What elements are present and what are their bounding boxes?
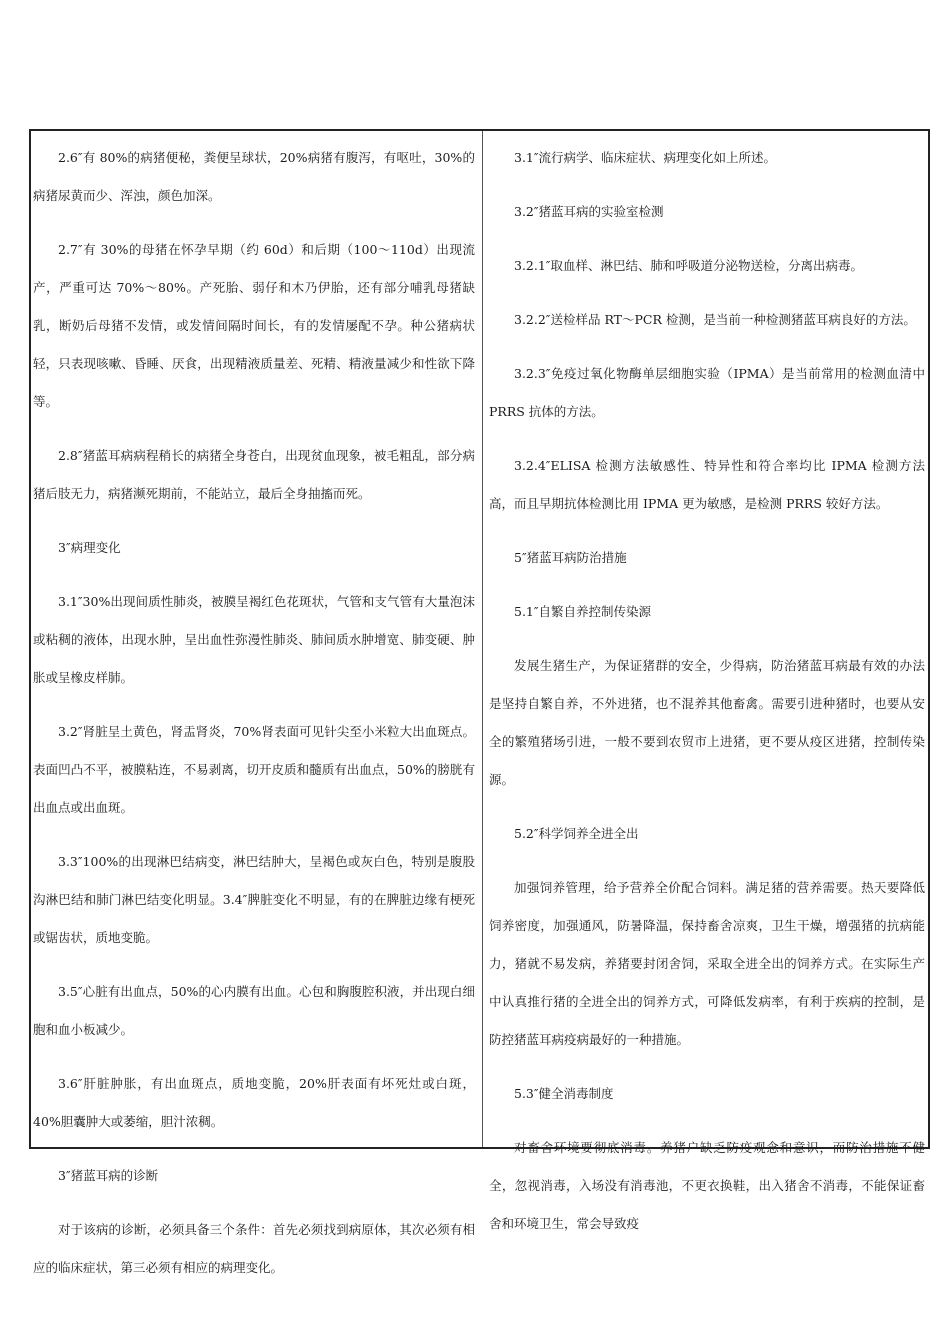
paragraph-2-6: 2.6″有 80%的病猪便秘，粪便呈球状，20%病猪有腹泻，有呕吐，30%的病猪尿黄而少、浑浊，颜色加深。 xyxy=(33,150,475,203)
paragraph-3-5: 3.5″心脏有出血点，50%的心内膜有出血。心包和胸腹腔积液，并出现白细胞和血小板减少。 xyxy=(33,984,475,1037)
paragraph-diagnosis: 对于该病的诊断，必须具备三个条件：首先必须找到病原体，其次必须有相应的临床症状，第三必须有相应的病理变化。 xyxy=(33,1222,475,1275)
paragraph-5-1: 发展生猪生产，为保证猪群的安全，少得病，防治猪蓝耳病最有效的办法是坚持自繁自养，不外进猪，也不混养其他畜禽。需要引进种猪时，也要从安全的繁殖猪场引进，一般不要到农贸市上进猪，更不要从疫区进猪，控制传染源。 xyxy=(489,658,925,787)
paragraph-3-1: 3.1″30%出现间质性肺炎，被膜呈褐红色花斑状，气管和支气管有大量泡沫或粘稠的液体，出现水肿，呈出血性弥漫性肺炎、肺间质水肿增宽、肺变硬、肿胀或呈橡皮样肺。 xyxy=(33,594,475,685)
paragraph-5-3: 对畜舍环境要彻底消毒。养猪户缺乏防疫观念和意识，而防治措施不健全，忽视消毒，入场没有消毒池，不更衣换鞋，出入猪舍不消毒，不能保证畜舍和环境卫生，常会导致疫 xyxy=(489,1140,925,1231)
heading-5-3: 5.3″健全消毒制度 xyxy=(514,1086,614,1101)
paragraph-3-2-3: 3.2.3″免疫过氧化物酶单层细胞实验（IPMA）是当前常用的检测血清中 PRRS 抗体的方法。 xyxy=(489,366,925,419)
right-column xyxy=(489,139,925,1259)
heading-lab-test: 3.2″猪蓝耳病的实验室检测 xyxy=(514,204,664,219)
paragraph-3-2-2: 3.2.2″送检样品 RT～PCR 检测，是当前一种检测猪蓝耳病良好的方法。 xyxy=(514,312,916,327)
heading-diagnosis: 3″猪蓝耳病的诊断 xyxy=(58,1168,159,1183)
left-column xyxy=(33,139,475,1303)
heading-pathology: 3″病理变化 xyxy=(58,540,121,555)
paragraph-2-8: 2.8″猪蓝耳病病程稍长的病猪全身苍白，出现贫血现象，被毛粗乱，部分病猪后肢无力，病猪濒死期前，不能站立，最后全身抽搐而死。 xyxy=(33,448,475,501)
paragraph-diag-3-1: 3.1″流行病学、临床症状、病理变化如上所述。 xyxy=(514,150,777,165)
paragraph-2-7: 2.7″有 30%的母猪在怀孕早期（约 60d）和后期（100～110d）出现流产，严重可达 70%～80%。产死胎、弱仔和木乃伊胎，还有部分哺乳母猪缺乳，断奶后母猪不发情，或发情间隔时间长，有的发情屡配不孕。种公猪病状轻，只表现咳嗽、昏睡、厌食，出现精液质量差、死精、精液量减少和性欲下降等。 xyxy=(33,242,475,409)
column-divider xyxy=(482,131,483,1147)
paragraph-3-2-4: 3.2.4″ELISA 检测方法敏感性、特异性和符合率均比 IPMA 检测方法高，而且早期抗体检测比用 IPMA 更为敏感，是检测 PRRS 较好方法。 xyxy=(489,458,925,511)
paragraph-5-2: 加强饲养管理，给予营养全价配合饲料。满足猪的营养需要。热天要降低饲养密度，加强通风，防暑降温，保持畜舍凉爽，卫生干燥，增强猪的抗病能力，猪就不易发病，养猪要封闭舍饲，采取全进全出的饲养方式。在实际生产中认真推行猪的全进全出的饲养方式，可降低发病率，有利于疾病的控制，是防控猪蓝耳病疫病最好的一种措施。 xyxy=(489,880,925,1047)
paragraph-3-3: 3.3″100%的出现淋巴结病变，淋巴结肿大，呈褐色或灰白色，特别是腹股沟淋巴结和肺门淋巴结变化明显。3.4″脾脏变化不明显，有的在脾脏边缘有梗死或锯齿状，质地变脆。 xyxy=(33,854,475,945)
paragraph-3-2-1: 3.2.1″取血样、淋巴结、肺和呼吸道分泌物送检，分离出病毒。 xyxy=(514,258,863,273)
heading-prevention: 5″猪蓝耳病防治措施 xyxy=(514,550,627,565)
paragraph-3-6: 3.6″肝脏肿胀，有出血斑点，质地变脆，20%肝表面有坏死灶或白斑，40%胆囊肿大或萎缩，胆汁浓稠。 xyxy=(33,1076,475,1129)
heading-5-2: 5.2″科学饲养全进全出 xyxy=(514,826,639,841)
heading-5-1: 5.1″自繁自养控制传染源 xyxy=(514,604,652,619)
paragraph-3-2: 3.2″肾脏呈土黄色，肾盂肾炎，70%肾表面可见针尖至小米粒大出血斑点。表面凹凸不平，被膜粘连，不易剥离，切开皮质和髓质有出血点，50%的膀胱有出血点或出血斑。 xyxy=(33,724,475,815)
